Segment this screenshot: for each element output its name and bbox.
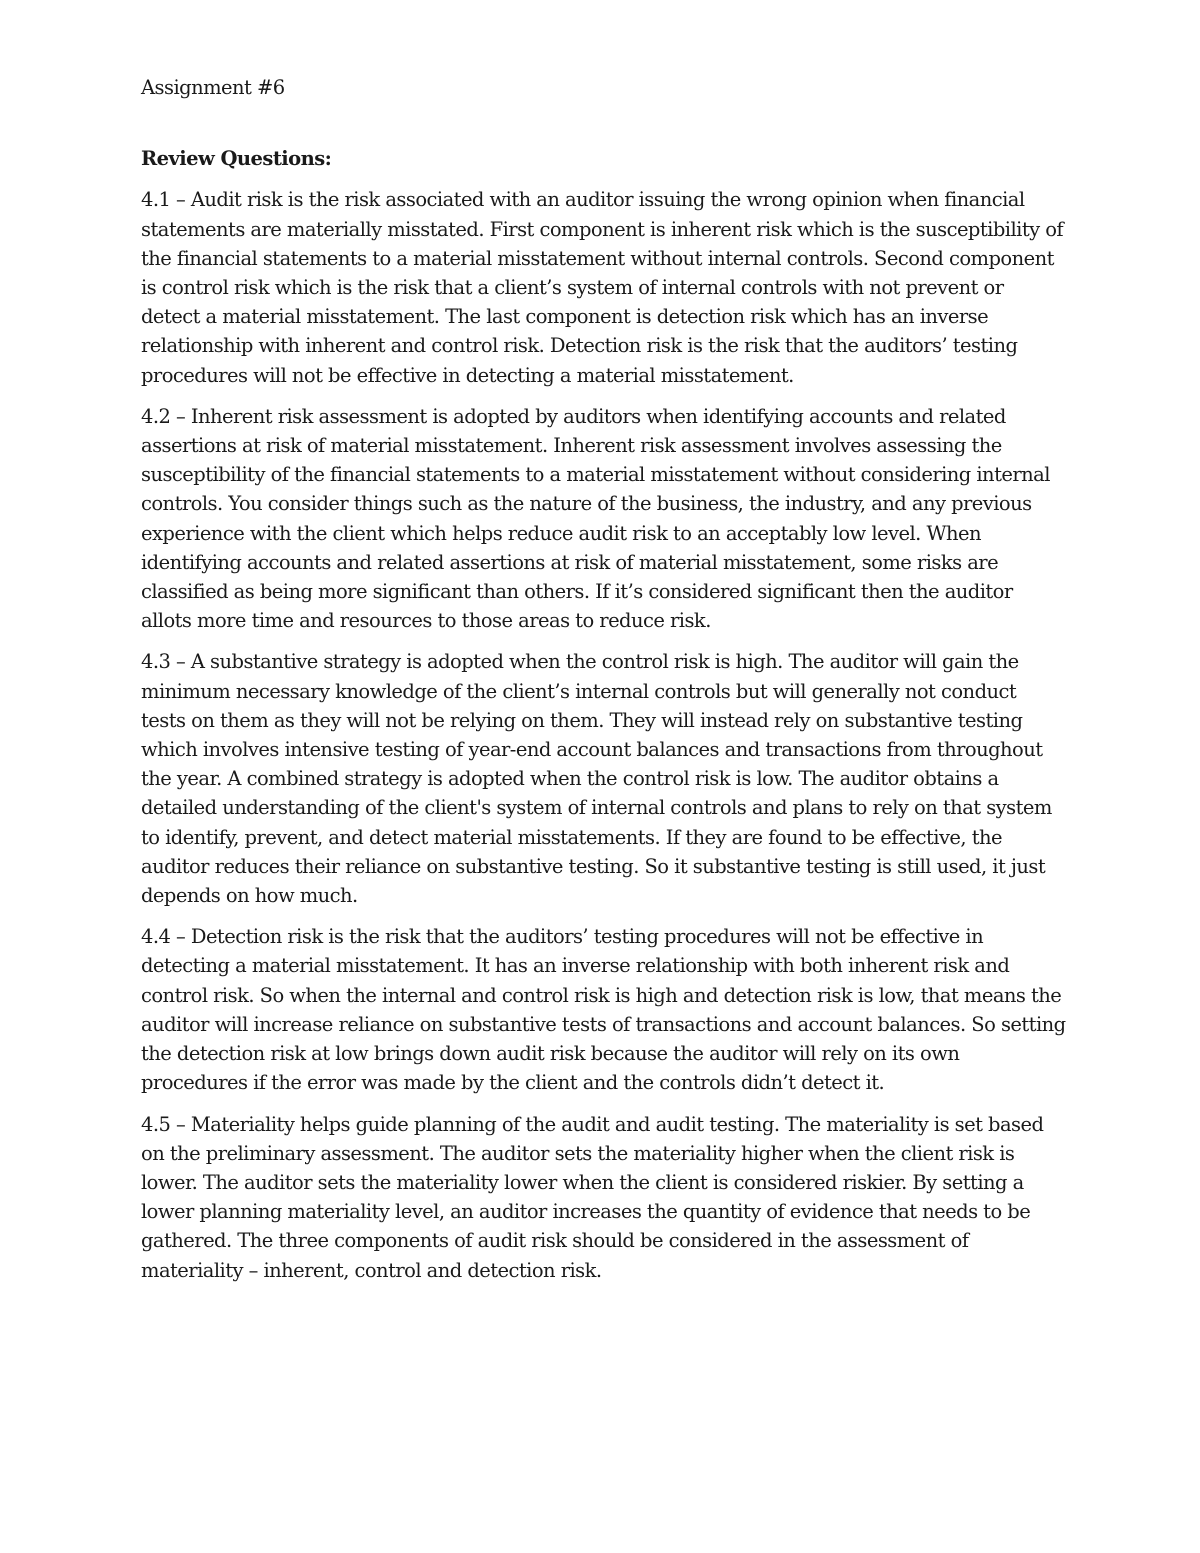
section-heading: Review Questions: xyxy=(141,147,332,171)
answer-4-4: 4.4 – Detection risk is the risk that the auditors’ testing procedures will not be effective in detecting a material misstatement. It has an inverse relationship with both inherent risk and control risk. So when the internal and control risk is high and detection risk is low, that means the auditor will increase reliance on substantive tests of transactions and account balances. So setting the detection risk at low brings down audit risk because the auditor will rely on its own procedures if the error was made by the client and the controls didn’t detect it. xyxy=(141,925,1066,1095)
answer-4-5: 4.5 – Materiality helps guide planning of the audit and audit testing. The materiality is set based on the preliminary assessment. The auditor sets the materiality higher when the client risk is lower. The auditor sets the materiality lower when the client is considered riskier. By setting a lower planning materiality level, an auditor increases the quantity of evidence that needs to be gathered. The three components of audit risk should be considered in the assessment of materiality – inherent, control and detection risk. xyxy=(141,1112,1044,1282)
document-title: Assignment #6 xyxy=(141,76,285,99)
answer-4-1: 4.1 – Audit risk is the risk associated with an auditor issuing the wrong opinion when financial statements are materially misstated. First component is inherent risk which is the susceptibility of the financial statements to a material misstatement without internal controls. Second component is control risk which is the risk that a client’s system of internal controls with not prevent or detect a material misstatement. The last component is detection risk which has an inverse relationship with inherent and control risk. Detection risk is the risk that the auditors’ testing procedures will not be effective in detecting a material misstatement. xyxy=(141,188,1064,387)
answer-4-3: 4.3 – A substantive strategy is adopted when the control risk is high. The auditor will gain the minimum necessary knowledge of the client’s internal controls but will generally not conduct tests on them as they will not be relying on them. They will instead rely on substantive testing which involves intensive testing of year-end account balances and transactions from throughout the year. A combined strategy is adopted when the control risk is low. The auditor obtains a detailed understanding of the client's system of internal controls and plans to rely on that system to identify, prevent, and detect material misstatements. If they are found to be effective, the auditor reduces their reliance on substantive testing. So it substantive testing is still used, it just depends on how much. xyxy=(141,650,1052,908)
document-body xyxy=(141,73,1066,1297)
answer-4-2: 4.2 – Inherent risk assessment is adopted by auditors when identifying accounts and related assertions at risk of material misstatement. Inherent risk assessment involves assessing the susceptibility of the financial statements to a material misstatement without considering internal controls. You consider things such as the nature of the business, the industry, and any previous experience with the client which helps reduce audit risk to an acceptably low level. When identifying accounts and related assertions at risk of material misstatement, some risks are classified as being more significant than others. If it’s considered significant then the auditor allots more time and resources to those areas to reduce risk. xyxy=(141,404,1050,633)
